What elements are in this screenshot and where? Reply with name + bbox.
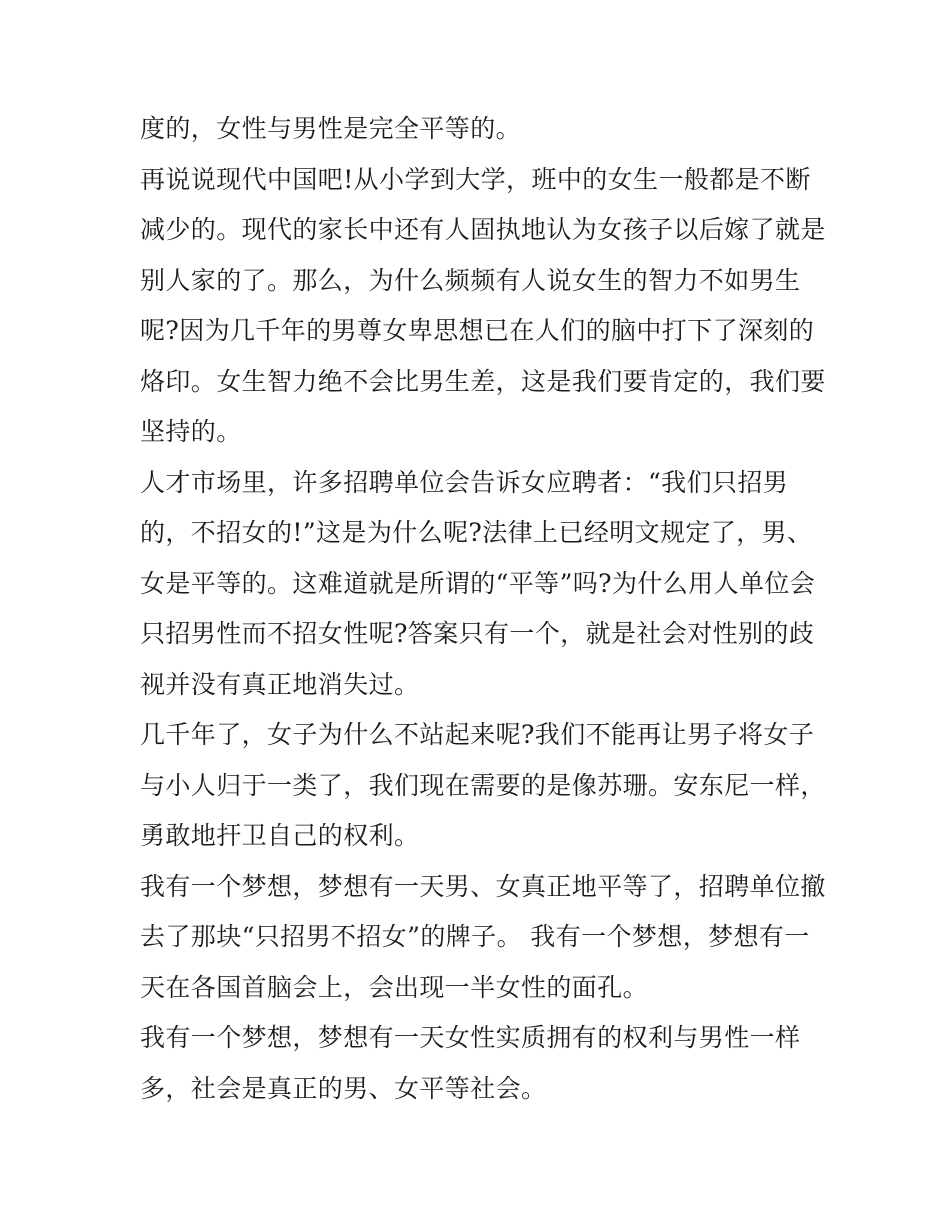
text-line: 女是平等的。这难道就是所谓的“平等”吗?为什么用人单位会 bbox=[140, 568, 816, 598]
body-text bbox=[140, 104, 830, 1114]
text-line: 人才市场里，许多招聘单位会告诉女应聘者：“我们只招男 bbox=[140, 467, 789, 497]
text-line: 只招男性而不招女性呢?答案只有一个，就是社会对性别的歧 bbox=[140, 619, 815, 648]
text-line: 与小人归于一类了，我们现在需要的是像苏珊。安东尼一样， bbox=[140, 770, 826, 800]
text-line: 再说说现代中国吧!从小学到大学，班中的女生一般都是不断 bbox=[140, 164, 811, 194]
text-line: 的，不招女的!”这是为什么呢?法律上已经明文规定了，男、 bbox=[140, 518, 813, 547]
text-line: 坚持的。 bbox=[140, 417, 242, 446]
text-line: 去了那块“只招男不招女”的牌子。 我有一个梦想，梦想有一 bbox=[140, 922, 810, 951]
text-line: 减少的。现代的家长中还有人固执地认为女孩子以后嫁了就是 bbox=[140, 215, 826, 244]
text-line: 勇敢地扞卫自己的权利。 bbox=[140, 821, 420, 850]
text-line: 别人家的了。那么，为什么频频有人说女生的智力不如男生 bbox=[140, 265, 801, 295]
text-line: 呢?因为几千年的男尊女卑思想已在人们的脑中打下了深刻的 bbox=[140, 316, 815, 345]
text-line: 我有一个梦想，梦想有一天女性实质拥有的权利与男性一样 bbox=[140, 1023, 801, 1052]
text-line: 几千年了，女子为什么不站起来呢?我们不能再让男子将女子 bbox=[140, 720, 815, 749]
text-line: 烙印。女生智力绝不会比男生差，这是我们要肯定的，我们要 bbox=[140, 366, 826, 396]
text-line: 多，社会是真正的男、女平等社会。 bbox=[140, 1073, 547, 1103]
text-line: 天在各国首脑会上，会出现一半女性的面孔。 bbox=[140, 972, 649, 1002]
text-line: 视并没有真正地消失过。 bbox=[140, 669, 420, 699]
text-line: 我有一个梦想，梦想有一天男、女真正地平等了，招聘单位撤 bbox=[140, 871, 826, 901]
text-line: 度的，女性与男性是完全平等的。 bbox=[140, 114, 522, 143]
